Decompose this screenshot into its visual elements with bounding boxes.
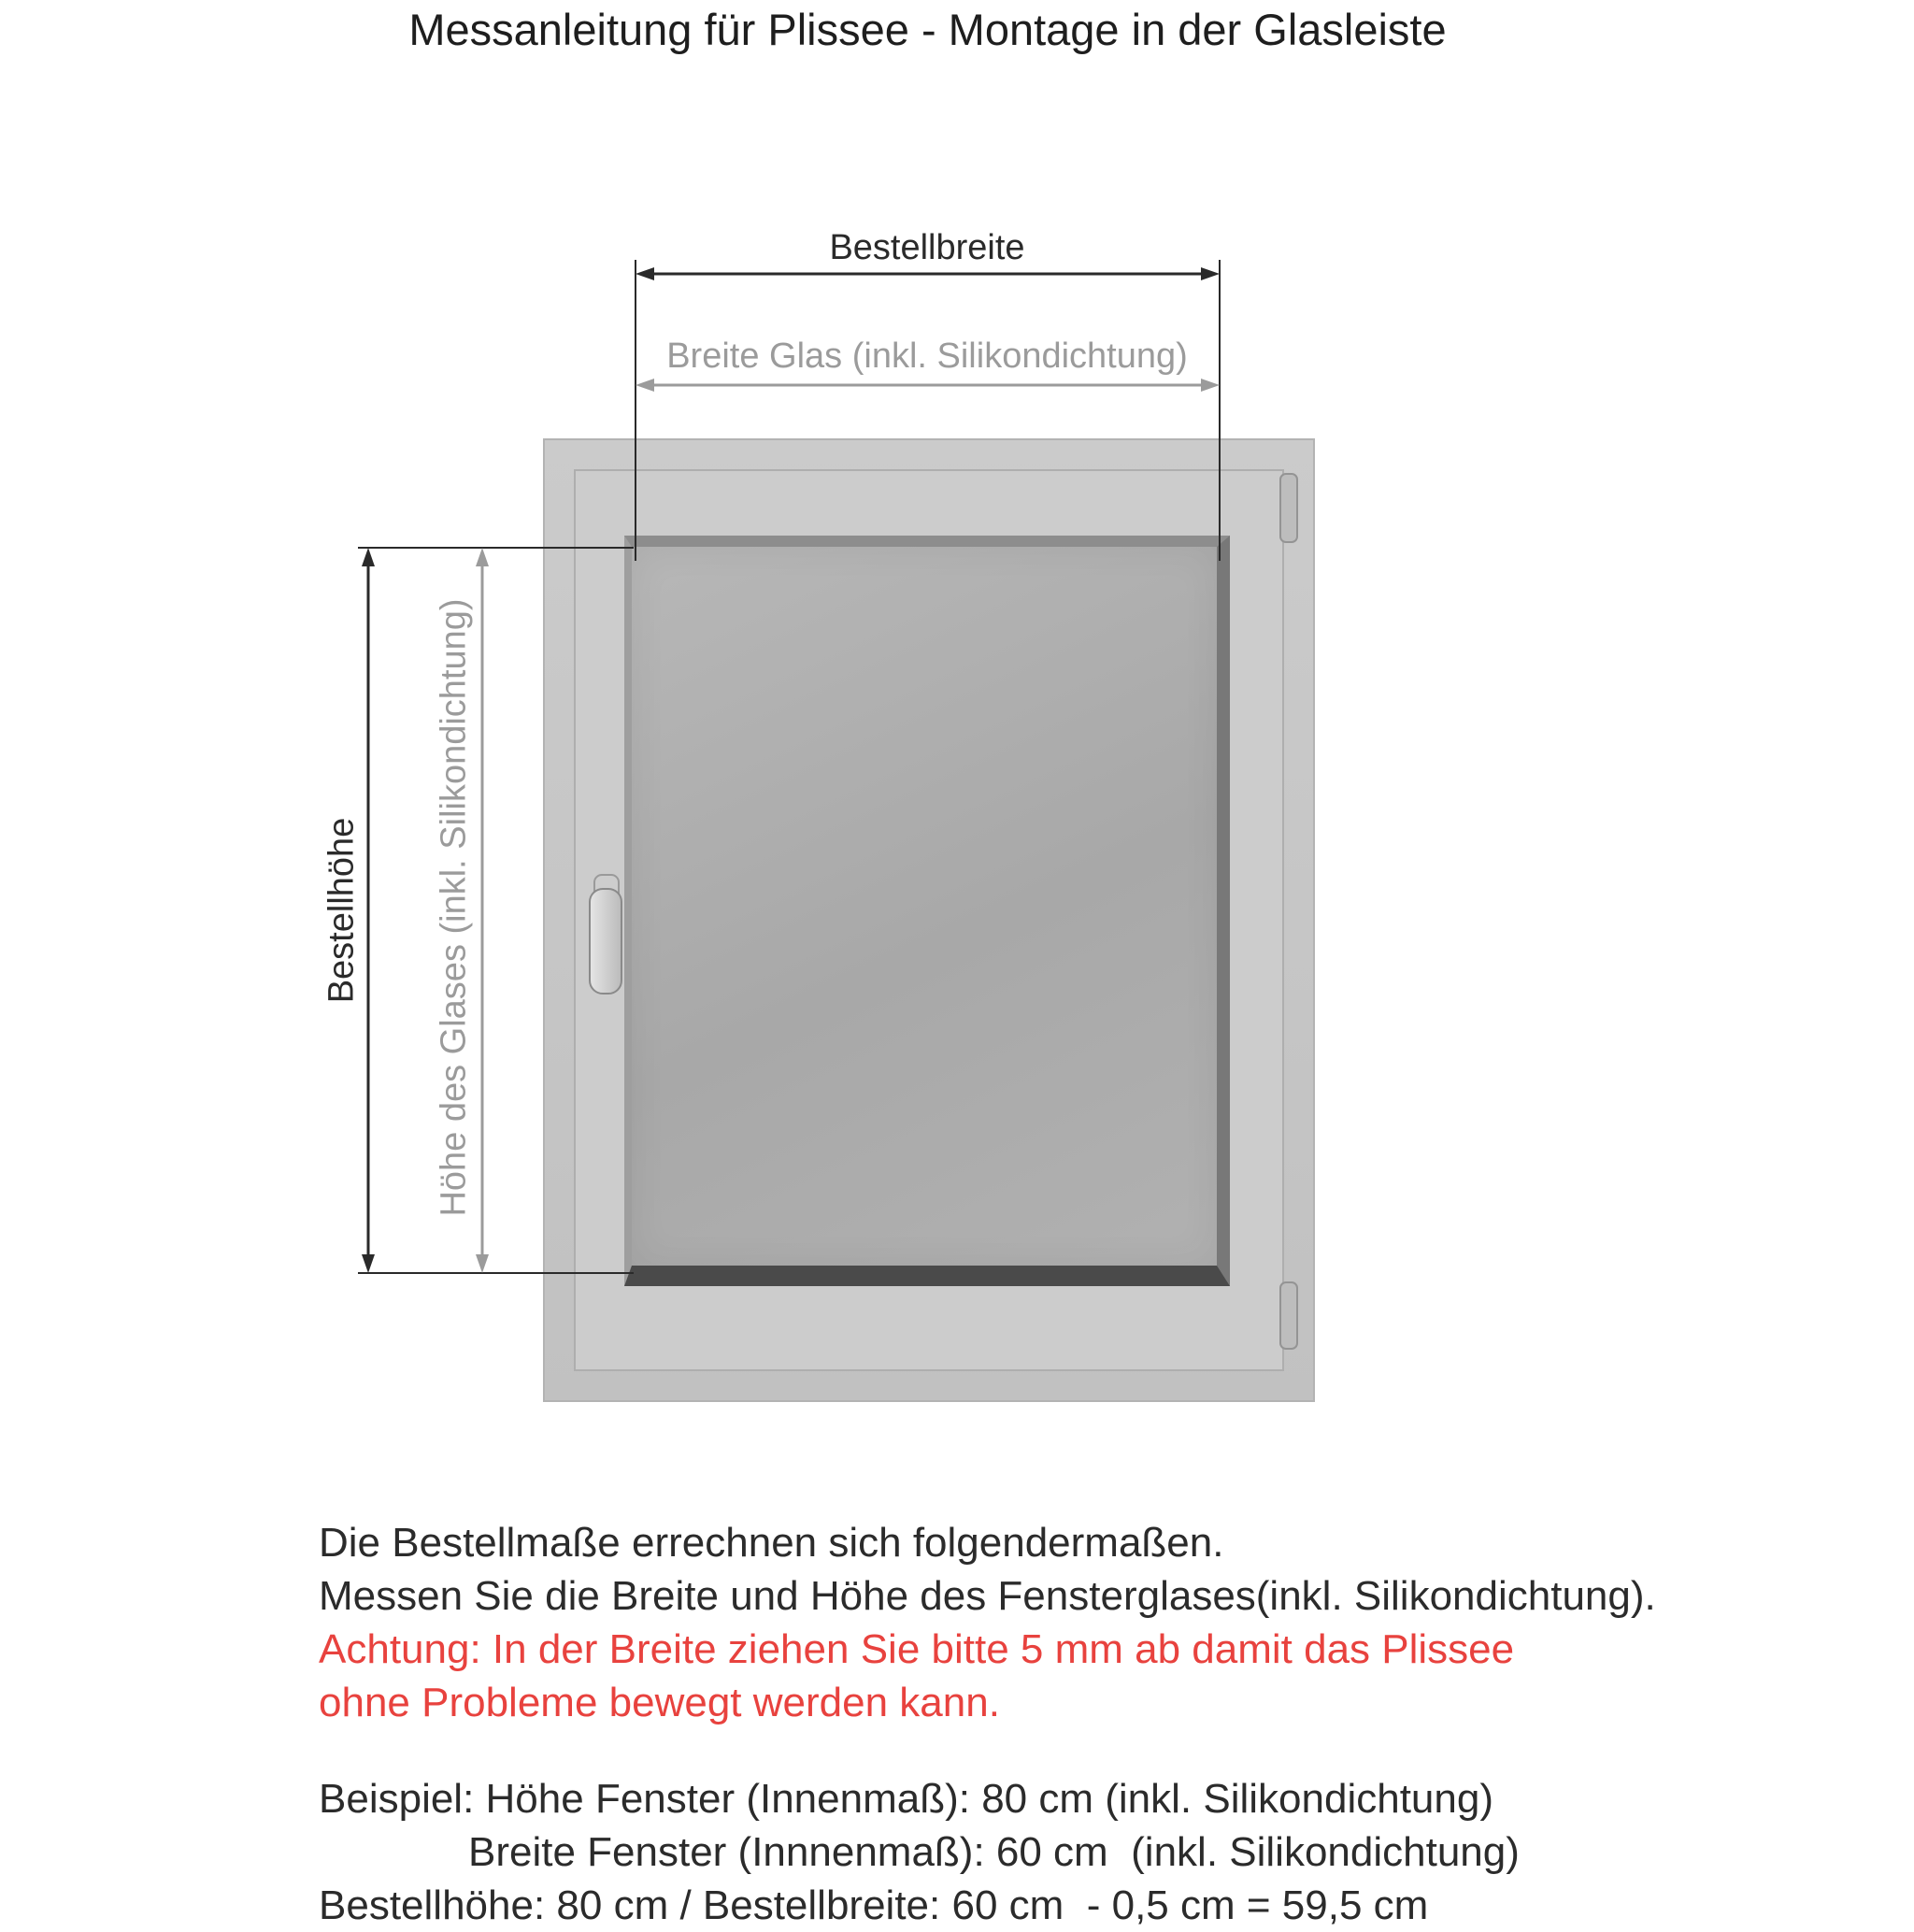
label-bestellbreite: Bestellbreite: [829, 228, 1025, 267]
warning-line-2: ohne Probleme bewegt werden kann.: [319, 1680, 1000, 1725]
bestellbreite-arrow: [636, 267, 1220, 280]
example-line-2: Breite Fenster (Innnenmaß): 60 cm (inkl. Silikondichtung): [468, 1829, 1520, 1875]
breite-glas-arrow: [636, 379, 1220, 392]
label-breite-glas: Breite Glas (inkl. Silikondichtung): [666, 336, 1188, 376]
page-title: Messanleitung für Plissee - Montage in der Glasleiste: [408, 5, 1447, 54]
height-extension-lines: [358, 548, 634, 1273]
bestellhoehe-arrow: [362, 548, 375, 1273]
label-hoehe-glas: Höhe des Glases (inkl. Silikondichtung): [434, 598, 474, 1217]
example-line-3: Bestellhöhe: 80 cm / Bestellbreite: 60 cm - 0,5 cm = 59,5 cm: [319, 1882, 1429, 1928]
instruction-line-1: Die Bestellmaße errechnen sich folgendermaßen.: [319, 1520, 1224, 1566]
instruction-line-2: Messen Sie die Breite und Höhe des Fensterglases(inkl. Silikondichtung).: [319, 1573, 1656, 1619]
instructions-block: [319, 1516, 1656, 1932]
example-line-1: Beispiel: Höhe Fenster (Innenmaß): 80 cm (inkl. Silikondichtung): [319, 1776, 1493, 1822]
warning-line-1: Achtung: In der Breite ziehen Sie bitte 5 mm ab damit das Plissee: [319, 1626, 1515, 1672]
hoehe-glas-arrow: [476, 548, 489, 1273]
label-bestellhoehe: Bestellhöhe: [321, 817, 362, 1004]
width-extension-lines: [636, 260, 1220, 561]
